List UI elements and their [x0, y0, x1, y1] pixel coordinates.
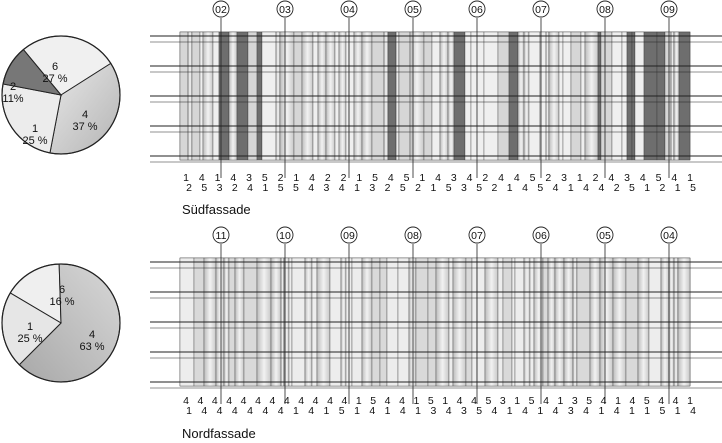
- panel-code: 4: [471, 395, 477, 407]
- panel-code: 3: [567, 405, 574, 417]
- pie-label-percent: 25 %: [17, 333, 43, 345]
- axis-label-05: 05: [407, 4, 419, 16]
- axis-label-04: 04: [343, 4, 355, 16]
- panel-code: 4: [312, 395, 319, 407]
- panel-code: 2: [231, 182, 238, 194]
- panel-code: 1: [514, 395, 521, 407]
- panel-code: 5: [399, 182, 406, 194]
- panel-code: 5: [528, 395, 535, 407]
- axis-label-07: 07: [535, 4, 547, 16]
- panel-code: 4: [491, 405, 498, 417]
- panel-code: 1: [615, 395, 621, 407]
- panel-code: 4: [201, 405, 208, 417]
- axis-label-02: 02: [215, 4, 227, 16]
- panel-code: 1: [576, 172, 583, 184]
- panel-code: 5: [277, 182, 284, 194]
- panel-code: 3: [246, 172, 252, 184]
- panel-code: 4: [308, 405, 315, 417]
- panel-code: 4: [672, 395, 679, 407]
- panel-code: 1: [355, 395, 362, 407]
- axis-label-09: 09: [343, 230, 355, 242]
- panel-code: 2: [613, 182, 620, 194]
- axis-label-03: 03: [279, 4, 291, 16]
- panel-code: 4: [435, 172, 441, 184]
- sued-panel-codes: [183, 172, 696, 194]
- panel-code: 5: [655, 172, 662, 184]
- panel-code: 4: [197, 395, 204, 407]
- panel-code: 1: [442, 395, 449, 407]
- panel-code: 1: [687, 172, 693, 184]
- axis-label-08: 08: [599, 4, 611, 16]
- pie-label-percent: 25 %: [22, 135, 48, 147]
- panel-code: 4: [658, 395, 665, 407]
- panel-code: 1: [186, 405, 192, 417]
- panel-code: 4: [309, 172, 315, 184]
- panel-code: 1: [292, 405, 299, 417]
- panel-code: 4: [513, 172, 520, 184]
- panel-code: 4: [255, 395, 261, 407]
- panel-code: 2: [491, 182, 498, 194]
- panel-code: 4: [369, 405, 376, 417]
- panel-code: 1: [293, 172, 300, 184]
- panel-code: 4: [608, 172, 615, 184]
- panel-code: 3: [460, 182, 467, 194]
- panel-code: 5: [476, 182, 483, 194]
- panel-code: 4: [226, 395, 233, 407]
- pie-label-panel: 1: [26, 321, 34, 333]
- panel-code: 1: [628, 405, 635, 417]
- panel-code: 4: [598, 182, 605, 194]
- panel-code: 1: [354, 405, 360, 417]
- axis-label-04: 04: [663, 230, 675, 242]
- axis-label-05: 05: [599, 230, 611, 242]
- nord-facade-elevation: [150, 258, 722, 388]
- pie-label-panel: 4: [88, 329, 96, 341]
- panel-code: 4: [247, 182, 254, 194]
- panel-code: 4: [399, 405, 406, 417]
- panel-code: 1: [354, 182, 360, 194]
- panel-code: 1: [557, 395, 564, 407]
- panel-code: 5: [537, 182, 544, 194]
- panel-code: 4: [230, 172, 237, 184]
- panel-code: 1: [506, 182, 513, 194]
- panel-code: 5: [690, 182, 696, 194]
- nord-panel-codes: [183, 395, 696, 417]
- panel-code: 1: [506, 405, 513, 417]
- pie-label-percent: 11%: [2, 93, 24, 105]
- panel-code: 4: [639, 172, 646, 184]
- pie-label-percent: 27 %: [42, 73, 68, 85]
- panel-code: 4: [466, 172, 473, 184]
- panel-code: 2: [545, 172, 552, 184]
- panel-code: 5: [659, 405, 666, 417]
- panel-code: 5: [476, 405, 483, 417]
- panel-code: 4: [552, 405, 559, 417]
- panel-code: 4: [262, 405, 269, 417]
- panel-code: 3: [561, 172, 567, 184]
- panel-code: 3: [369, 182, 376, 194]
- nord-pie-chart: [2, 264, 120, 382]
- panel-code: 5: [427, 395, 434, 407]
- panel-code: 4: [522, 405, 528, 417]
- panel-code: 1: [323, 405, 330, 417]
- panel-code: 5: [338, 405, 345, 417]
- axis-label-09: 09: [663, 4, 675, 16]
- panel-code: 4: [327, 395, 333, 407]
- panel-code: 4: [387, 172, 394, 184]
- panel-code: 5: [628, 182, 635, 194]
- panel-code: 5: [372, 172, 378, 184]
- panel-code: 4: [308, 182, 315, 194]
- panel-code: 1: [674, 182, 681, 194]
- panel-code: 4: [522, 182, 528, 194]
- panel-code: 2: [482, 172, 489, 184]
- panel-code: 4: [399, 395, 405, 407]
- panel-code: 2: [659, 182, 666, 194]
- sued-facade-elevation: [150, 32, 722, 162]
- panel-code: 4: [216, 405, 223, 417]
- panel-code: 4: [269, 395, 276, 407]
- panel-code: 2: [277, 172, 284, 184]
- pie-label-percent: 37 %: [72, 121, 98, 133]
- axis-label-08: 08: [407, 230, 419, 242]
- panel-code: 4: [198, 172, 205, 184]
- panel-code: 5: [292, 182, 299, 194]
- panel-code: 2: [592, 172, 599, 184]
- panel-code: 4: [211, 395, 218, 407]
- panel-code: 3: [450, 172, 457, 184]
- panel-code: 4: [277, 405, 284, 417]
- panel-code: 1: [356, 172, 363, 184]
- panel-code: 3: [216, 182, 223, 194]
- panel-code: 4: [183, 395, 189, 407]
- panel-code: 2: [186, 182, 192, 194]
- panel-code: 3: [430, 405, 437, 417]
- pie-label-percent: 16 %: [49, 296, 75, 308]
- pie-label-panel: 6: [51, 61, 59, 73]
- panel-code: 5: [643, 395, 650, 407]
- panel-code: 1: [214, 172, 221, 184]
- nord-facade-title: Nordfassade: [182, 426, 256, 441]
- panel-code: 5: [445, 182, 452, 194]
- panel-code: 4: [498, 172, 504, 184]
- panel-code: 5: [529, 172, 536, 184]
- panel-code: 4: [600, 395, 607, 407]
- pie-label-percent: 63 %: [79, 341, 105, 353]
- panel-code: 4: [671, 172, 678, 184]
- panel-code: 4: [690, 405, 696, 417]
- panel-code: 1: [430, 182, 437, 194]
- axis-label-07: 07: [471, 230, 483, 242]
- panel-code: 3: [499, 395, 506, 407]
- pie-label-panel: 6: [58, 284, 66, 296]
- panel-code: 5: [201, 182, 208, 194]
- panel-code: 1: [674, 405, 681, 417]
- pie-label-panel: 2: [9, 81, 17, 93]
- panel-code: 4: [298, 395, 305, 407]
- panel-code: 1: [537, 405, 544, 417]
- panel-code: 4: [338, 182, 345, 194]
- panel-code: 4: [341, 395, 348, 407]
- axis-label-06: 06: [471, 4, 483, 16]
- pie-label-panel: 1: [31, 123, 39, 135]
- panel-code: 3: [624, 172, 630, 184]
- panel-code: 4: [613, 405, 620, 417]
- panel-code: 3: [460, 405, 467, 417]
- panel-code: 5: [586, 395, 593, 407]
- panel-code: 4: [283, 395, 290, 407]
- axis-label-10: 10: [279, 230, 291, 242]
- panel-code: 4: [231, 405, 238, 417]
- panel-code: 1: [413, 395, 420, 407]
- panel-code: 5: [261, 172, 268, 184]
- panel-code: 1: [644, 405, 651, 417]
- panel-code: 1: [644, 182, 651, 194]
- panel-code: 4: [552, 182, 559, 194]
- panel-code: 4: [445, 405, 452, 417]
- panel-code: 5: [485, 395, 492, 407]
- sued-pie-chart: [2, 36, 120, 154]
- axis-label-06: 06: [535, 230, 547, 242]
- panel-code: 1: [384, 405, 391, 417]
- panel-code: 4: [384, 395, 391, 407]
- panel-code: 3: [571, 395, 578, 407]
- panel-code: 2: [384, 182, 391, 194]
- panel-code: 4: [629, 395, 636, 407]
- panel-code: 5: [403, 172, 410, 184]
- panel-code: 1: [687, 395, 693, 407]
- panel-code: 2: [415, 182, 422, 194]
- panel-code: 1: [567, 182, 574, 194]
- panel-code: 1: [419, 172, 426, 184]
- panel-code: 4: [583, 405, 590, 417]
- axis-label-11: 11: [215, 230, 227, 242]
- panel-code: 1: [415, 405, 422, 417]
- panel-code: 1: [262, 182, 269, 194]
- panel-code: 1: [598, 405, 605, 417]
- panel-code: 4: [247, 405, 254, 417]
- panel-code: 4: [543, 395, 549, 407]
- panel-code: 4: [583, 182, 590, 194]
- pie-label-panel: 4: [81, 109, 89, 121]
- panel-code: 2: [340, 172, 347, 184]
- panel-code: 4: [240, 395, 247, 407]
- panel-code: 4: [456, 395, 463, 407]
- panel-code: 3: [323, 182, 330, 194]
- panel-code: 5: [370, 395, 377, 407]
- sued-facade-title: Südfassade: [182, 202, 251, 217]
- panel-code: 1: [183, 172, 189, 184]
- panel-code: 2: [324, 172, 331, 184]
